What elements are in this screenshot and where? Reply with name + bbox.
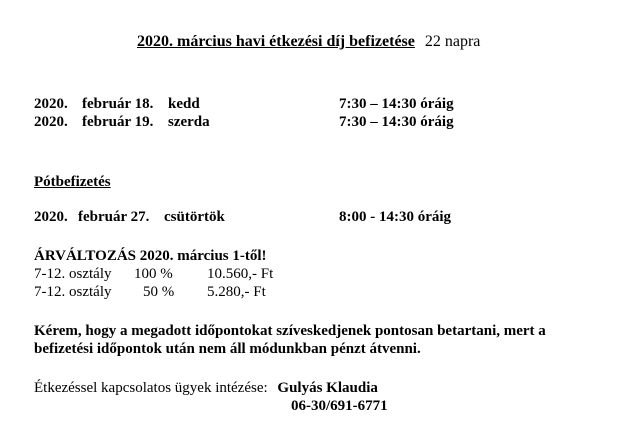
price-percent: 100 % [134,266,173,282]
price-percent: 50 % [143,284,175,300]
contact-label: Étkezéssel kapcsolatos ügyek intézése: [34,380,268,396]
price-value: 10.560,- Ft [207,266,274,282]
late-payment-hours: 8:00 - 14:30 óráig [339,209,452,225]
late-payment-year: 2020. [34,209,68,225]
price-group: 7-12. osztály [34,266,112,282]
contact-row [34,379,378,397]
title-days: 22 napra [424,33,481,50]
price-change-heading: ÁRVÁLTOZÁS 2020. március 1-től! [34,248,267,264]
late-payment-heading: Pótbefizetés [34,174,111,190]
contact-phone: 06-30/691-6771 [291,398,388,414]
payment-hours: 7:30 – 14:30 óráig [339,114,454,130]
price-group: 7-12. osztály [34,284,112,300]
payment-day: kedd [168,96,200,112]
price-value: 5.280,- Ft [207,284,266,300]
payment-year: 2020. [34,114,68,130]
notice-line-1: Kérem, hogy a megadott időpontokat szíveskedjenek pontosan betartani, mert a [34,323,546,339]
payment-date: február 18. [82,96,154,112]
notice-line-2: befizetési időpontok után nem áll módunkban pénzt átvenni. [34,341,421,357]
late-payment-date: február 27. [78,209,150,225]
payment-hours: 7:30 – 14:30 óráig [339,96,454,112]
contact-name: Gulyás Klaudia [277,380,378,396]
payment-day: szerda [168,114,210,130]
payment-year: 2020. [34,96,68,112]
title-main: 2020. március havi étkezési díj befizetése [137,33,415,50]
payment-date: február 19. [82,114,154,130]
page-title [137,33,480,51]
late-payment-day: csütörtök [164,209,225,225]
